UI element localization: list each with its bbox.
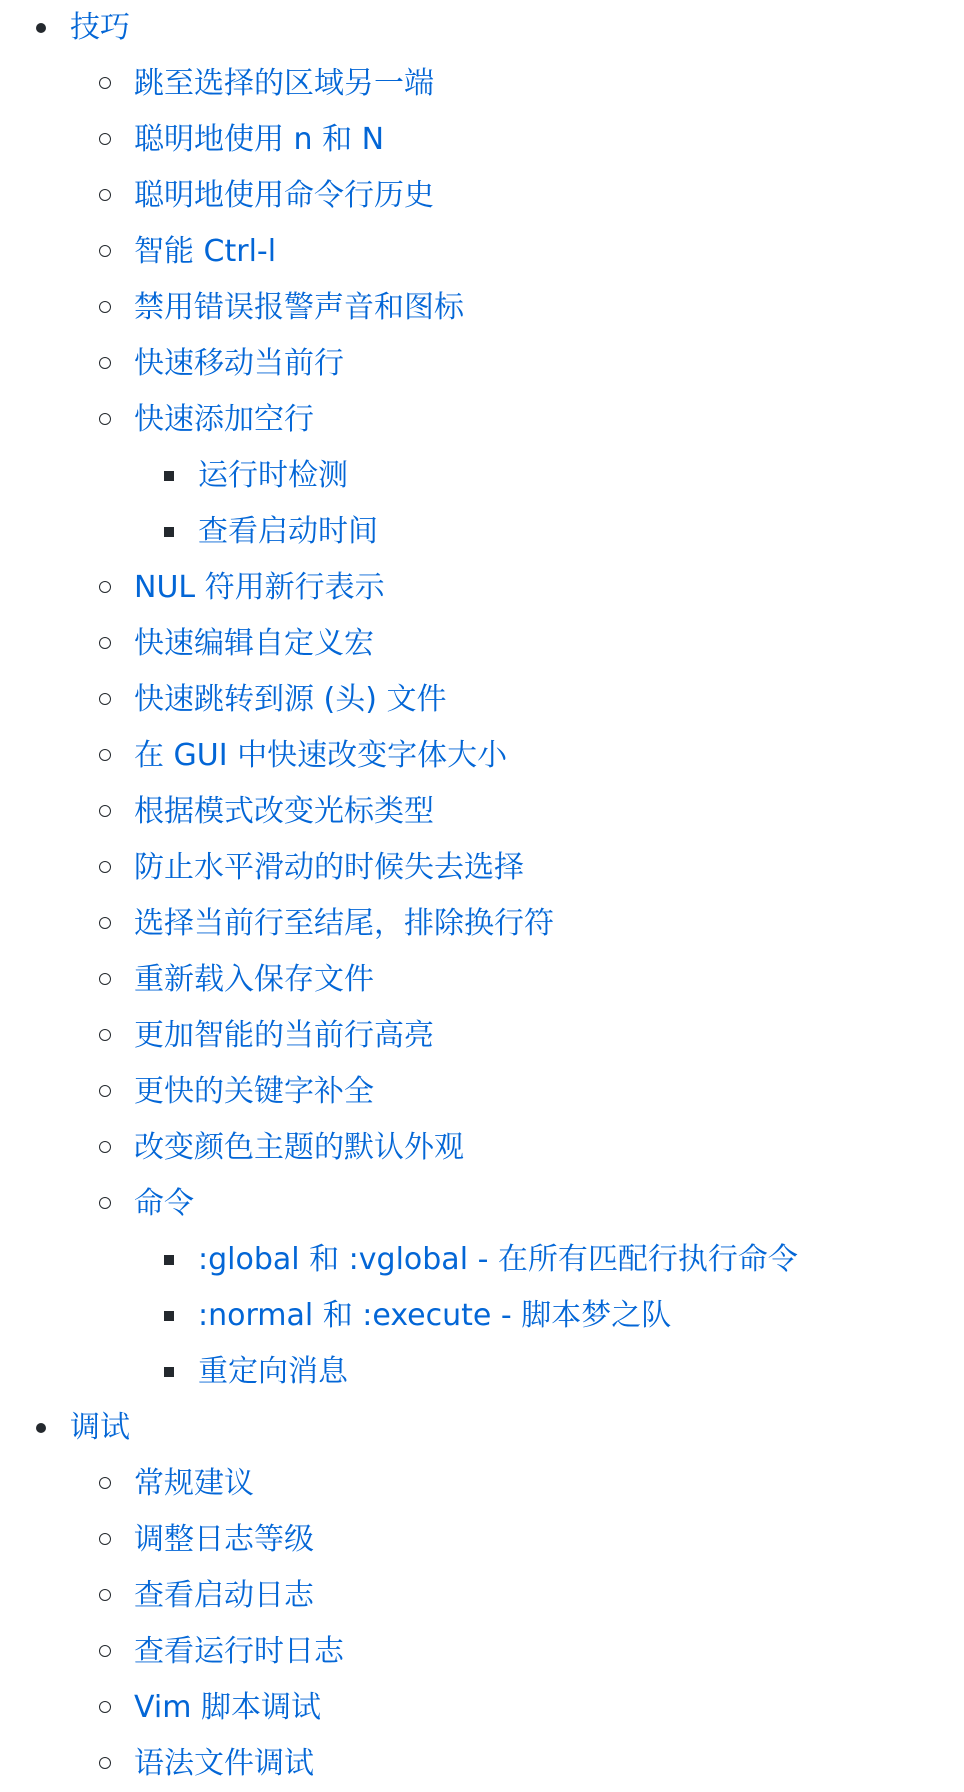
circle-bullet-icon bbox=[99, 77, 111, 89]
outline-row bbox=[0, 0, 964, 56]
list-item-link[interactable]: :global 和 :vglobal - 在所有匹配行执行命令 bbox=[198, 1242, 798, 1277]
list-item-link[interactable]: 防止水平滑动的时候失去选择 bbox=[134, 850, 524, 885]
circle-bullet-icon bbox=[99, 1029, 111, 1041]
list-item-link[interactable]: 命令 bbox=[134, 1186, 194, 1221]
circle-bullet-icon bbox=[99, 1533, 111, 1545]
sub-sub-list bbox=[0, 1232, 964, 1400]
circle-bullet-icon bbox=[99, 805, 111, 817]
sub-sub-list bbox=[0, 448, 964, 560]
circle-bullet-icon bbox=[99, 1701, 111, 1713]
list-item-link[interactable]: 聪明地使用命令行历史 bbox=[134, 178, 434, 213]
circle-bullet-icon bbox=[99, 189, 111, 201]
list-item bbox=[0, 504, 964, 560]
circle-bullet-icon bbox=[99, 693, 111, 705]
circle-bullet-icon bbox=[99, 1589, 111, 1601]
list-item bbox=[0, 784, 964, 840]
list-item-link[interactable]: 聪明地使用 n 和 N bbox=[134, 122, 385, 157]
list-item-link[interactable]: 运行时检测 bbox=[198, 458, 348, 493]
list-item bbox=[0, 1736, 964, 1792]
list-item bbox=[0, 1176, 964, 1400]
circle-bullet-icon bbox=[99, 1645, 111, 1657]
section-link-debugging[interactable]: 调试 bbox=[70, 1410, 130, 1445]
list-item bbox=[0, 896, 964, 952]
circle-bullet-icon bbox=[99, 133, 111, 145]
list-item bbox=[0, 1064, 964, 1120]
list-item bbox=[0, 1624, 964, 1680]
list-item-link[interactable]: NUL 符用新行表示 bbox=[134, 570, 385, 605]
list-item bbox=[0, 224, 964, 280]
list-item bbox=[0, 448, 964, 504]
list-item bbox=[0, 952, 964, 1008]
list-item bbox=[0, 112, 964, 168]
circle-bullet-icon bbox=[99, 1477, 111, 1489]
list-item-link[interactable]: 快速添加空行 bbox=[134, 402, 314, 437]
outline-row bbox=[0, 1400, 964, 1456]
list-item-link[interactable]: 更快的关键字补全 bbox=[134, 1074, 374, 1109]
circle-bullet-icon bbox=[99, 581, 111, 593]
circle-bullet-icon bbox=[99, 637, 111, 649]
disc-bullet-icon bbox=[36, 23, 46, 33]
circle-bullet-icon bbox=[99, 973, 111, 985]
list-item bbox=[0, 1568, 964, 1624]
sub-list bbox=[0, 56, 964, 1400]
list-item bbox=[0, 168, 964, 224]
circle-bullet-icon bbox=[99, 1085, 111, 1097]
list-item-link[interactable]: 调整日志等级 bbox=[134, 1522, 314, 1557]
list-item-link[interactable]: 重定向消息 bbox=[198, 1354, 348, 1389]
list-item-link[interactable]: :normal 和 :execute - 脚本梦之队 bbox=[198, 1298, 672, 1333]
list-item bbox=[0, 728, 964, 784]
list-item bbox=[0, 616, 964, 672]
list-item-link[interactable]: 智能 Ctrl-l bbox=[134, 234, 277, 269]
list-item bbox=[0, 560, 964, 616]
list-item bbox=[0, 1456, 964, 1512]
list-item-link[interactable]: 更加智能的当前行高亮 bbox=[134, 1018, 434, 1053]
list-item-link[interactable]: 跳至选择的区域另一端 bbox=[134, 66, 434, 101]
square-bullet-icon bbox=[164, 471, 174, 481]
list-item bbox=[0, 840, 964, 896]
list-item bbox=[0, 1232, 964, 1288]
list-item-link[interactable]: 查看启动时间 bbox=[198, 514, 378, 549]
circle-bullet-icon bbox=[99, 1757, 111, 1769]
circle-bullet-icon bbox=[99, 917, 111, 929]
square-bullet-icon bbox=[164, 1367, 174, 1377]
list-item bbox=[0, 336, 964, 392]
list-item-link[interactable]: 重新载入保存文件 bbox=[134, 962, 374, 997]
list-item-link[interactable]: Vim 脚本调试 bbox=[134, 1690, 321, 1725]
list-item-link[interactable]: 常规建议 bbox=[134, 1466, 254, 1501]
list-item-link[interactable]: 快速编辑自定义宏 bbox=[134, 626, 374, 661]
circle-bullet-icon bbox=[99, 413, 111, 425]
list-item-link[interactable]: 选择当前行至结尾，排除换行符 bbox=[134, 906, 554, 941]
list-item bbox=[0, 1008, 964, 1064]
list-item bbox=[0, 280, 964, 336]
circle-bullet-icon bbox=[99, 749, 111, 761]
list-item-link[interactable]: 查看启动日志 bbox=[134, 1578, 314, 1613]
outline-section bbox=[0, 1400, 964, 1792]
square-bullet-icon bbox=[164, 527, 174, 537]
disc-bullet-icon bbox=[36, 1423, 46, 1433]
square-bullet-icon bbox=[164, 1255, 174, 1265]
list-item-link[interactable]: 快速跳转到源 (头) 文件 bbox=[134, 682, 447, 717]
list-item-link[interactable]: 改变颜色主题的默认外观 bbox=[134, 1130, 464, 1165]
circle-bullet-icon bbox=[99, 245, 111, 257]
circle-bullet-icon bbox=[99, 357, 111, 369]
list-item bbox=[0, 1512, 964, 1568]
circle-bullet-icon bbox=[99, 1141, 111, 1153]
list-item bbox=[0, 392, 964, 560]
list-item-link[interactable]: 查看运行时日志 bbox=[134, 1634, 344, 1669]
circle-bullet-icon bbox=[99, 861, 111, 873]
list-item-link[interactable]: 根据模式改变光标类型 bbox=[134, 794, 434, 829]
list-item-link[interactable]: 禁用错误报警声音和图标 bbox=[134, 290, 464, 325]
list-item bbox=[0, 1680, 964, 1736]
list-item-link[interactable]: 快速移动当前行 bbox=[134, 346, 344, 381]
circle-bullet-icon bbox=[99, 1197, 111, 1209]
list-item-link[interactable]: 语法文件调试 bbox=[134, 1746, 314, 1781]
section-link-tips[interactable]: 技巧 bbox=[70, 10, 130, 45]
list-item bbox=[0, 672, 964, 728]
list-item bbox=[0, 1120, 964, 1176]
list-item bbox=[0, 1344, 964, 1400]
circle-bullet-icon bbox=[99, 301, 111, 313]
square-bullet-icon bbox=[164, 1311, 174, 1321]
list-item-link[interactable]: 在 GUI 中快速改变字体大小 bbox=[134, 738, 508, 773]
sub-list bbox=[0, 1456, 964, 1792]
list-item bbox=[0, 56, 964, 112]
list-item bbox=[0, 1288, 964, 1344]
